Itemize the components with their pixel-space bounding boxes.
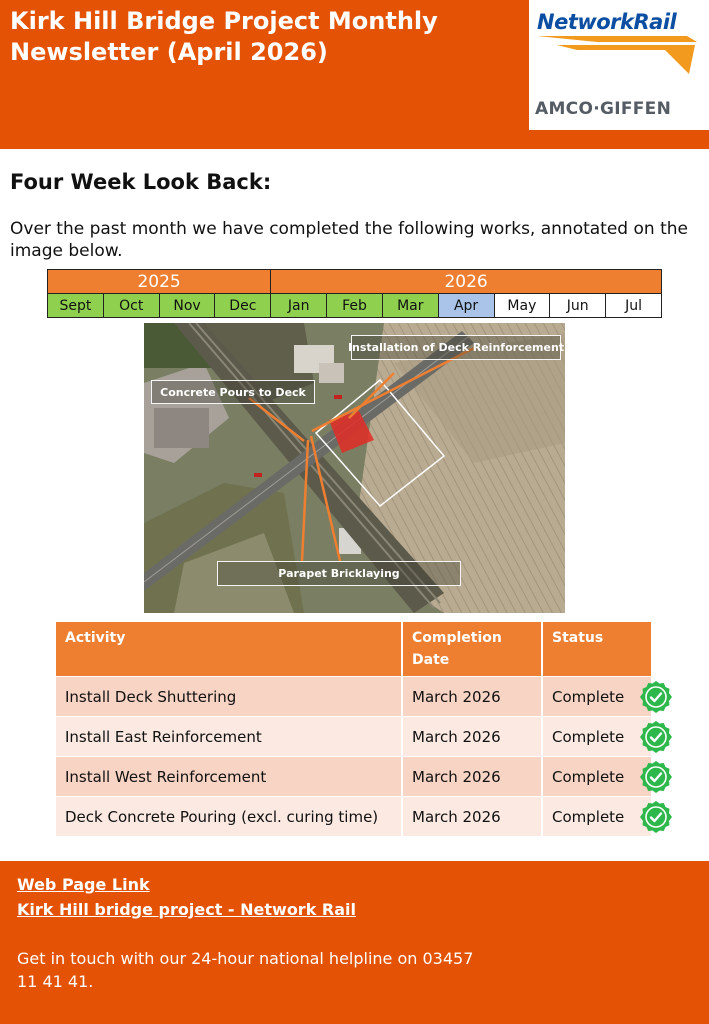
- newsletter-title: Kirk Hill Bridge Project Monthly Newsletter (April 2026): [10, 7, 438, 66]
- network-rail-chevron-icon: [537, 36, 701, 76]
- table-row: [56, 796, 653, 836]
- annotation-deck-reinforcement-label: Installation of Deck Reinforcement: [347, 341, 565, 354]
- annotation-concrete-pours: [151, 380, 315, 404]
- check-badge-icon: [639, 680, 673, 714]
- network-rail-logo: NetworkRail: [537, 10, 677, 34]
- timeline-month-jul: Jul: [606, 294, 662, 318]
- activity-table: [56, 622, 653, 836]
- completion-date-cell: March 2026: [403, 716, 543, 756]
- newsletter-footer: [0, 861, 709, 1024]
- activity-header-row: [56, 622, 653, 676]
- amco-giffen-logo: AMCO·GIFFEN: [535, 99, 672, 119]
- table-row: [56, 716, 653, 756]
- completion-date-cell: March 2026: [403, 796, 543, 836]
- logo-panel: [529, 0, 709, 130]
- timeline-month-jan: Jan: [271, 294, 327, 318]
- header-status: Status: [543, 622, 653, 676]
- check-badge-icon: [639, 760, 673, 794]
- web-page-link-label[interactable]: Web Page Link: [17, 875, 150, 894]
- timeline-year-row: [48, 270, 662, 294]
- timeline-month-oct: Oct: [103, 294, 159, 318]
- activity-cell: Deck Concrete Pouring (excl. curing time): [56, 796, 403, 836]
- timeline-table: [47, 269, 662, 318]
- timeline-month-mar: Mar: [382, 294, 438, 318]
- timeline-month-apr: Apr: [438, 294, 494, 318]
- newsletter-header: [0, 0, 709, 149]
- completion-date-cell: March 2026: [403, 756, 543, 796]
- table-row: [56, 756, 653, 796]
- timeline-month-feb: Feb: [327, 294, 383, 318]
- timeline-month-row: [48, 294, 662, 318]
- helpline-text: Get in touch with our 24-hour national helpline on 03457 11 41 41.: [17, 949, 474, 991]
- annotation-deck-reinforcement: [347, 335, 565, 360]
- header-activity: Activity: [56, 622, 403, 676]
- status-cell: [543, 756, 653, 796]
- check-badge-icon: [639, 800, 673, 834]
- check-badge-icon: [639, 720, 673, 754]
- annotation-parapet: [217, 561, 461, 586]
- aerial-site-image: [144, 323, 565, 613]
- section-title: Four Week Look Back:: [10, 170, 272, 194]
- status-label: Complete: [552, 767, 625, 786]
- timeline-month-jun: Jun: [550, 294, 606, 318]
- status-cell: [543, 716, 653, 756]
- annotation-parapet-label: Parapet Bricklaying: [278, 567, 400, 580]
- header-completion-date: Completion Date: [403, 622, 543, 676]
- timeline-month-sept: Sept: [48, 294, 104, 318]
- status-label: Complete: [552, 687, 625, 706]
- table-row: [56, 676, 653, 716]
- timeline-month-nov: Nov: [159, 294, 215, 318]
- status-cell: [543, 676, 653, 716]
- status-label: Complete: [552, 727, 625, 746]
- intro-text: Over the past month we have completed the following works, annotated on the image below.: [10, 219, 688, 261]
- annotation-concrete-pours-label: Concrete Pours to Deck: [160, 385, 306, 399]
- completion-date-cell: March 2026: [403, 676, 543, 716]
- timeline-year-2026: 2026: [271, 270, 662, 294]
- network-rail-project-link[interactable]: Kirk Hill bridge project - Network Rail: [17, 900, 356, 919]
- status-cell: [543, 796, 653, 836]
- activity-cell: Install East Reinforcement: [56, 716, 403, 756]
- status-label: Complete: [552, 807, 625, 826]
- activity-cell: Install Deck Shuttering: [56, 676, 403, 716]
- timeline-year-2025: 2025: [48, 270, 271, 294]
- timeline-month-may: May: [494, 294, 550, 318]
- timeline-month-dec: Dec: [215, 294, 271, 318]
- activity-cell: Install West Reinforcement: [56, 756, 403, 796]
